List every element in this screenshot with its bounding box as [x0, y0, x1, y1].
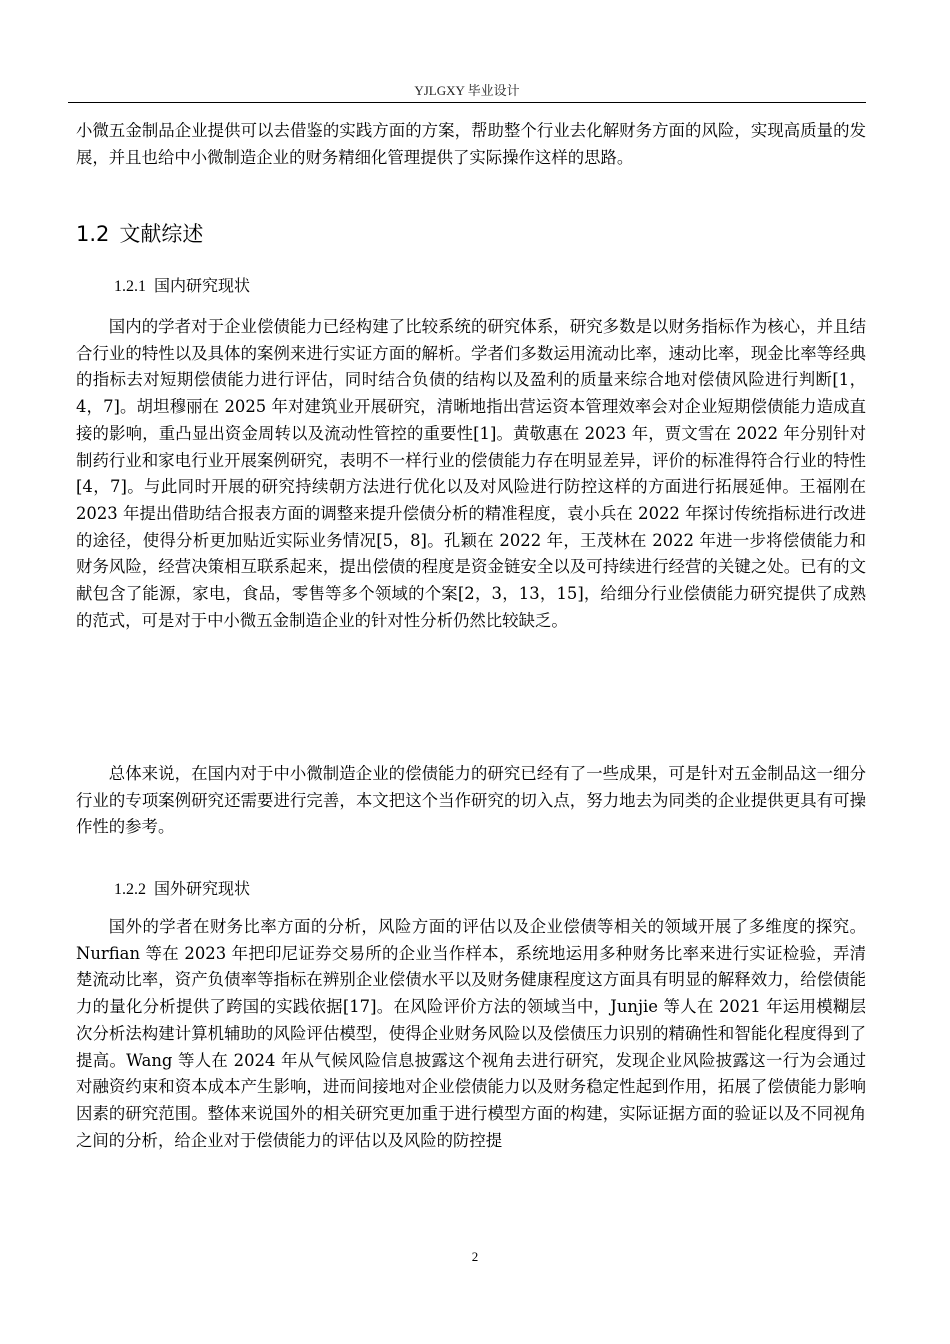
section-heading: [76, 218, 203, 248]
domestic-paragraph-1: 国内的学者对于企业偿债能力已经构建了比较系统的研究体系，研究多数是以财务指标作为核心，并且结合行业的特性以及具体的案例来进行实证方面的解析。学者们多数运用流动比率，速动比率，现金比率等经典的指标去对短期偿债能力进行评估，同时结合负债的结构以及盈利的质量来综合地对偿债风险进行判断[1，4，7]。胡坦穆丽在 2025 年对建筑业开展研究，清晰地指出营运资本管理效率会对企业短期偿债能力造成直接的影响，重凸显出资金周转以及流动性管控的重要性[1]。黄敬惠在 2023 年，贾文雪在 2022 年分别针对制药行业和家电行业开展案例研究，表明不一样行业的偿债能力存在明显差异，评价的标准得符合行业的特性[4，7]。与此同时开展的研究持续朝方法进行优化以及对风险进行防控这样的方面进行拓展延伸。王福刚在 2023 年提出借助结合报表方面的调整来提升偿债分析的精准程度，袁小兵在 2022 年探讨传统指标进行改进的途径，使得分析更加贴近实际业务情况[5，8]。孔颖在 2022 年，王茂林在 2022 年进一步将偿债能力和财务风险，经营决策相互联系起来，提出偿债的程度是资金链安全以及可持续进行经营的关键之处。已有的文献包含了能源，家电，食品，零售等多个领域的个案[2，3，13，15]，给细分行业偿债能力研究提供了成熟的范式，可是对于中小微五金制造企业的针对性分析仍然比较缺乏。: [76, 317, 866, 630]
subsection-2-number: 1.2.2: [114, 881, 146, 898]
section-title: 文献综述: [119, 222, 204, 246]
subsection-1-heading: [114, 273, 250, 296]
domestic-paragraph-2: 总体来说，在国内对于中小微制造企业的偿债能力的研究已经有了一些成果，可是针对五金制品这一细分行业的专项案例研究还需要进行完善，本文把这个当作研究的切入点，努力地去为同类的企业提供更具有可操作性的参考。: [76, 764, 866, 837]
subsection-1-title: 国内研究现状: [154, 276, 251, 295]
section-number: 1.2: [76, 222, 110, 246]
foreign-paragraph-1: 国外的学者在财务比率方面的分析，风险方面的评估以及企业偿债等相关的领域开展了多维度的探究。Nurfian 等在 2023 年把印尼证券交易所的企业当作样本，系统地运用多种财务比率来进行实证检验，弄清楚流动比率，资产负债率等指标在辨别企业偿债水平以及财务健康程度这方面具有明显的解释效力，给偿债能力的量化分析提供了跨国的实践依据[17]。在风险评价方法的领域当中，Junjie 等人在 2021 年运用模糊层次分析法构建计算机辅助的风险评估模型，使得企业财务风险以及偿债压力识别的精确性和智能化程度得到了提高。Wang 等人在 2024 年从气候风险信息披露这个视角去进行研究，发现企业风险披露这一行为会通过对融资约束和资本成本产生影响，进而间接地对企业偿债能力以及财务稳定性起到作用，拓展了偿债能力影响因素的研究范围。整体来说国外的相关研究更加重于进行模型方面的构建，实际证据方面的验证以及不同视角之间的分析，给企业对于偿债能力的评估以及风险的防控提: [76, 917, 866, 1150]
subsection-2-heading: [114, 876, 250, 899]
page-header: YJLGXY 毕业设计: [414, 83, 520, 98]
intro-paragraph: 小微五金制品企业提供可以去借鉴的实践方面的方案，帮助整个行业去化解财务方面的风险，实现高质量的发展，并且也给中小微制造企业的财务精细化管理提供了实际操作这样的思路。: [76, 121, 866, 167]
header-rule: [68, 102, 866, 103]
page-number: 2: [471, 1249, 479, 1264]
subsection-2-title: 国外研究现状: [154, 879, 251, 898]
subsection-1-number: 1.2.1: [114, 278, 146, 295]
